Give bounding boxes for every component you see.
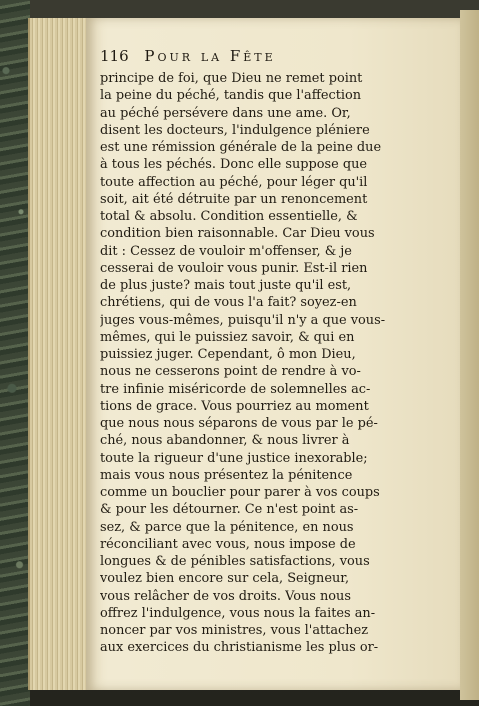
text-line: mêmes, qui le puissiez savoir, & qui en: [100, 329, 355, 345]
text-line: à tous les péchés. Donc elle suppose que: [100, 157, 368, 173]
text-line: chrétiens, qui de vous l'a fait? soyez-en: [100, 295, 357, 311]
text-line: au péché persévere dans une ame. Or,: [100, 105, 351, 121]
marbled-binding: [0, 0, 30, 706]
text-line: longues & de pénibles satisfactions, vous: [100, 554, 370, 569]
text-line: dit : Cessez de vouloir m'offenser, & je: [100, 243, 352, 259]
text-line: tions de grace. Vous pourriez au moment: [100, 398, 369, 414]
text-line: sez, & parce que la pénitence, en nous: [100, 519, 354, 535]
text-line: & pour les détourner. Ce n'est point as-: [100, 502, 359, 518]
text-line: nous ne cesserons point de rendre à vo-: [100, 364, 361, 380]
facing-page-edge: [460, 10, 479, 700]
body-text: [100, 70, 432, 657]
text-line: condition bien raisonnable. Car Dieu vous: [100, 226, 375, 242]
text-line: toute la rigueur d'une justice inexorable;: [100, 450, 368, 466]
text-line: cesserai de vouloir vous punir. Est-il rien: [100, 260, 368, 276]
text-line: réconciliant avec vous, nous impose de: [100, 536, 356, 552]
text-line: total & absolu. Condition essentielle, &: [100, 209, 358, 224]
page-number: 116: [100, 47, 129, 65]
text-line: puissiez juger. Cependant, ô mon Dieu,: [100, 347, 356, 362]
text-line: principe de foi, que Dieu ne remet point: [100, 71, 363, 86]
text-line: est une rémission générale de la peine due: [100, 140, 382, 155]
text-line: soit, ait été détruite par un renoncement: [100, 191, 368, 207]
text-line: toute affection au péché, pour léger qu'il: [100, 174, 368, 190]
page-block-edges: [28, 18, 88, 690]
text-line: la peine du péché, tandis que l'affection: [100, 88, 362, 104]
text-line: mais vous nous présentez la pénitence: [100, 467, 353, 483]
text-line: disent les docteurs, l'indulgence pléniere: [100, 122, 370, 138]
text-line: de plus juste? mais tout juste qu'il est,: [100, 278, 352, 293]
text-line: vous relâcher de vos droits. Vous nous: [100, 588, 351, 604]
text-line: noncer par vos ministres, vous l'attachez: [100, 623, 368, 638]
page-header: [100, 47, 430, 65]
text-line: voulez bien encore sur cela, Seigneur,: [100, 571, 350, 587]
text-line: offrez l'indulgence, vous nous la faites an-: [100, 605, 376, 621]
text-line: comme un bouclier pour parer à vos coups: [100, 485, 380, 500]
running-head: Pour la Fête: [144, 47, 276, 65]
text-line: juges vous-mêmes, puisqu'il n'y a que vous-: [100, 312, 386, 328]
text-line: que nous nous séparons de vous par le pé-: [100, 416, 378, 431]
text-line: ché, nous abandonner, & nous livrer à: [100, 433, 350, 449]
text-line: tre infinie miséricorde de solemnelles ac-: [100, 381, 371, 397]
text-line: aux exercices du christianisme les plus or-: [100, 640, 379, 656]
